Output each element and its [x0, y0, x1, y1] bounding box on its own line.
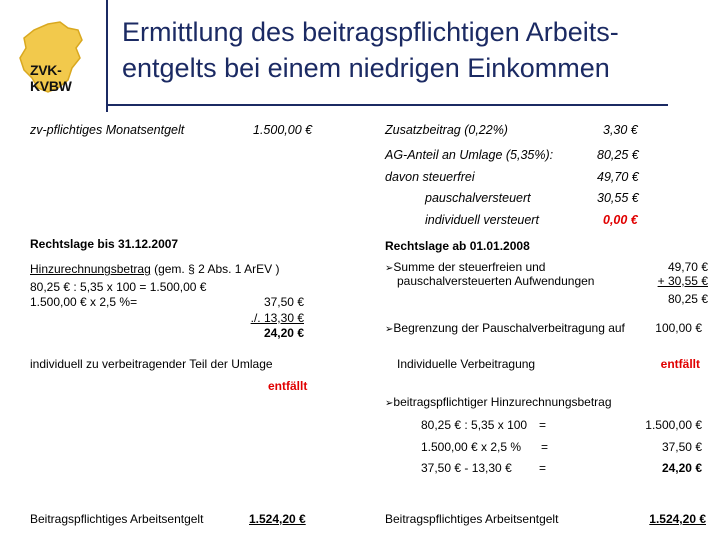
individuell-label: individuell versteuert — [425, 213, 539, 227]
right-sum-line-1 — [385, 260, 545, 274]
logo — [8, 18, 98, 98]
arrow-icon: ➢ — [385, 398, 394, 409]
left-result-value: 1.524,20 € — [249, 512, 306, 526]
title-line-1: Ermittlung des beitragspflichtigen Arbeits- — [122, 17, 619, 47]
right-hinzu-label: beitragspflichtiger Hinzurechnungsbetrag — [393, 395, 612, 409]
right-hinzu — [385, 395, 612, 409]
right-calc-2-eq: = — [541, 440, 549, 454]
steuerfrei-value: 49,70 € — [597, 170, 639, 184]
steuerfrei-label: davon steuerfrei — [385, 170, 475, 184]
left-value-1: 37,50 € — [263, 295, 304, 309]
right-begrenzung — [385, 321, 625, 335]
monatsentgelt-label: zv-pflichtiges Monatsentgelt — [30, 123, 185, 137]
left-heading: Rechtslage bis 31.12.2007 — [30, 237, 179, 251]
right-calc-1-value: 1.500,00 € — [645, 418, 702, 432]
right-calc-3-value: 24,20 € — [661, 461, 702, 475]
zusatzbeitrag-value: 3,30 € — [603, 123, 638, 137]
right-sum-value-1: 49,70 € — [667, 260, 708, 274]
right-calc-2-value: 37,50 € — [661, 440, 702, 454]
ag-anteil-label: AG-Anteil an Umlage (5,35%): — [385, 148, 554, 162]
title-line-2: entgelts bei einem niedrigen Einkommen — [122, 53, 610, 83]
left-indiv-label: individuell zu verbeitragender Teil der Umlage — [30, 357, 273, 371]
left-result-label: Beitragspflichtiges Arbeitsentgelt — [30, 512, 204, 526]
zusatzbeitrag-label: Zusatzbeitrag (0,22%) — [385, 123, 508, 137]
left-calc-1: 80,25 € : 5,35 x 100 = 1.500,00 € — [30, 280, 207, 294]
monatsentgelt-value: 1.500,00 € — [253, 123, 313, 137]
left-calc-2: 1.500,00 € x 2,5 %= — [30, 295, 138, 309]
right-calc-1-eq: = — [539, 418, 547, 432]
left-hinzu-label: Hinzurechnungsbetrag — [30, 262, 151, 276]
right-calc-3-eq: = — [539, 461, 547, 475]
right-indiv-label: Individuelle Verbeitragung — [397, 357, 536, 371]
right-begrenzung-label: Begrenzung der Pauschalverbeitragung auf — [393, 321, 625, 335]
right-result-value: 1.524,20 € — [649, 512, 706, 526]
right-calc-2-expr: 1.500,00 € x 2,5 % — [421, 440, 522, 454]
right-calc-1-expr: 80,25 € : 5,35 x 100 — [421, 418, 528, 432]
individuell-value: 0,00 € — [603, 213, 638, 227]
right-sum-text-1: Summe der steuerfreien und — [393, 260, 546, 274]
pauschal-value: 30,55 € — [597, 191, 639, 205]
page-title — [122, 14, 619, 86]
left-hinzu — [30, 262, 279, 276]
right-result-label: Beitragspflichtiges Arbeitsentgelt — [385, 512, 559, 526]
left-value-3: 24,20 € — [263, 326, 304, 340]
header-vertical-divider — [106, 0, 108, 112]
right-begrenzung-value: 100,00 € — [655, 321, 702, 335]
logo-text: ZVK-KVBW — [30, 62, 72, 94]
pauschal-label: pauschalversteuert — [425, 191, 531, 205]
right-sum-value-2: + 30,55 € — [657, 274, 708, 288]
ag-anteil-value: 80,25 € — [597, 148, 639, 162]
arrow-icon: ➢ — [385, 263, 394, 274]
header-horizontal-divider — [106, 104, 668, 106]
right-calc-3-expr: 37,50 € - 13,30 € — [421, 461, 512, 475]
right-sum-value-3: 80,25 € — [667, 292, 708, 306]
right-indiv-value: entfällt — [660, 357, 700, 371]
right-sum-line-2: pauschalversteuerten Aufwendungen — [397, 274, 595, 288]
arrow-icon: ➢ — [385, 324, 394, 335]
right-heading: Rechtslage ab 01.01.2008 — [385, 239, 530, 253]
left-hinzu-suffix: (gem. § 2 Abs. 1 ArEV ) — [150, 262, 280, 276]
left-value-2: ./. 13,30 € — [250, 311, 304, 325]
left-entfaellt: entfällt — [268, 379, 308, 393]
